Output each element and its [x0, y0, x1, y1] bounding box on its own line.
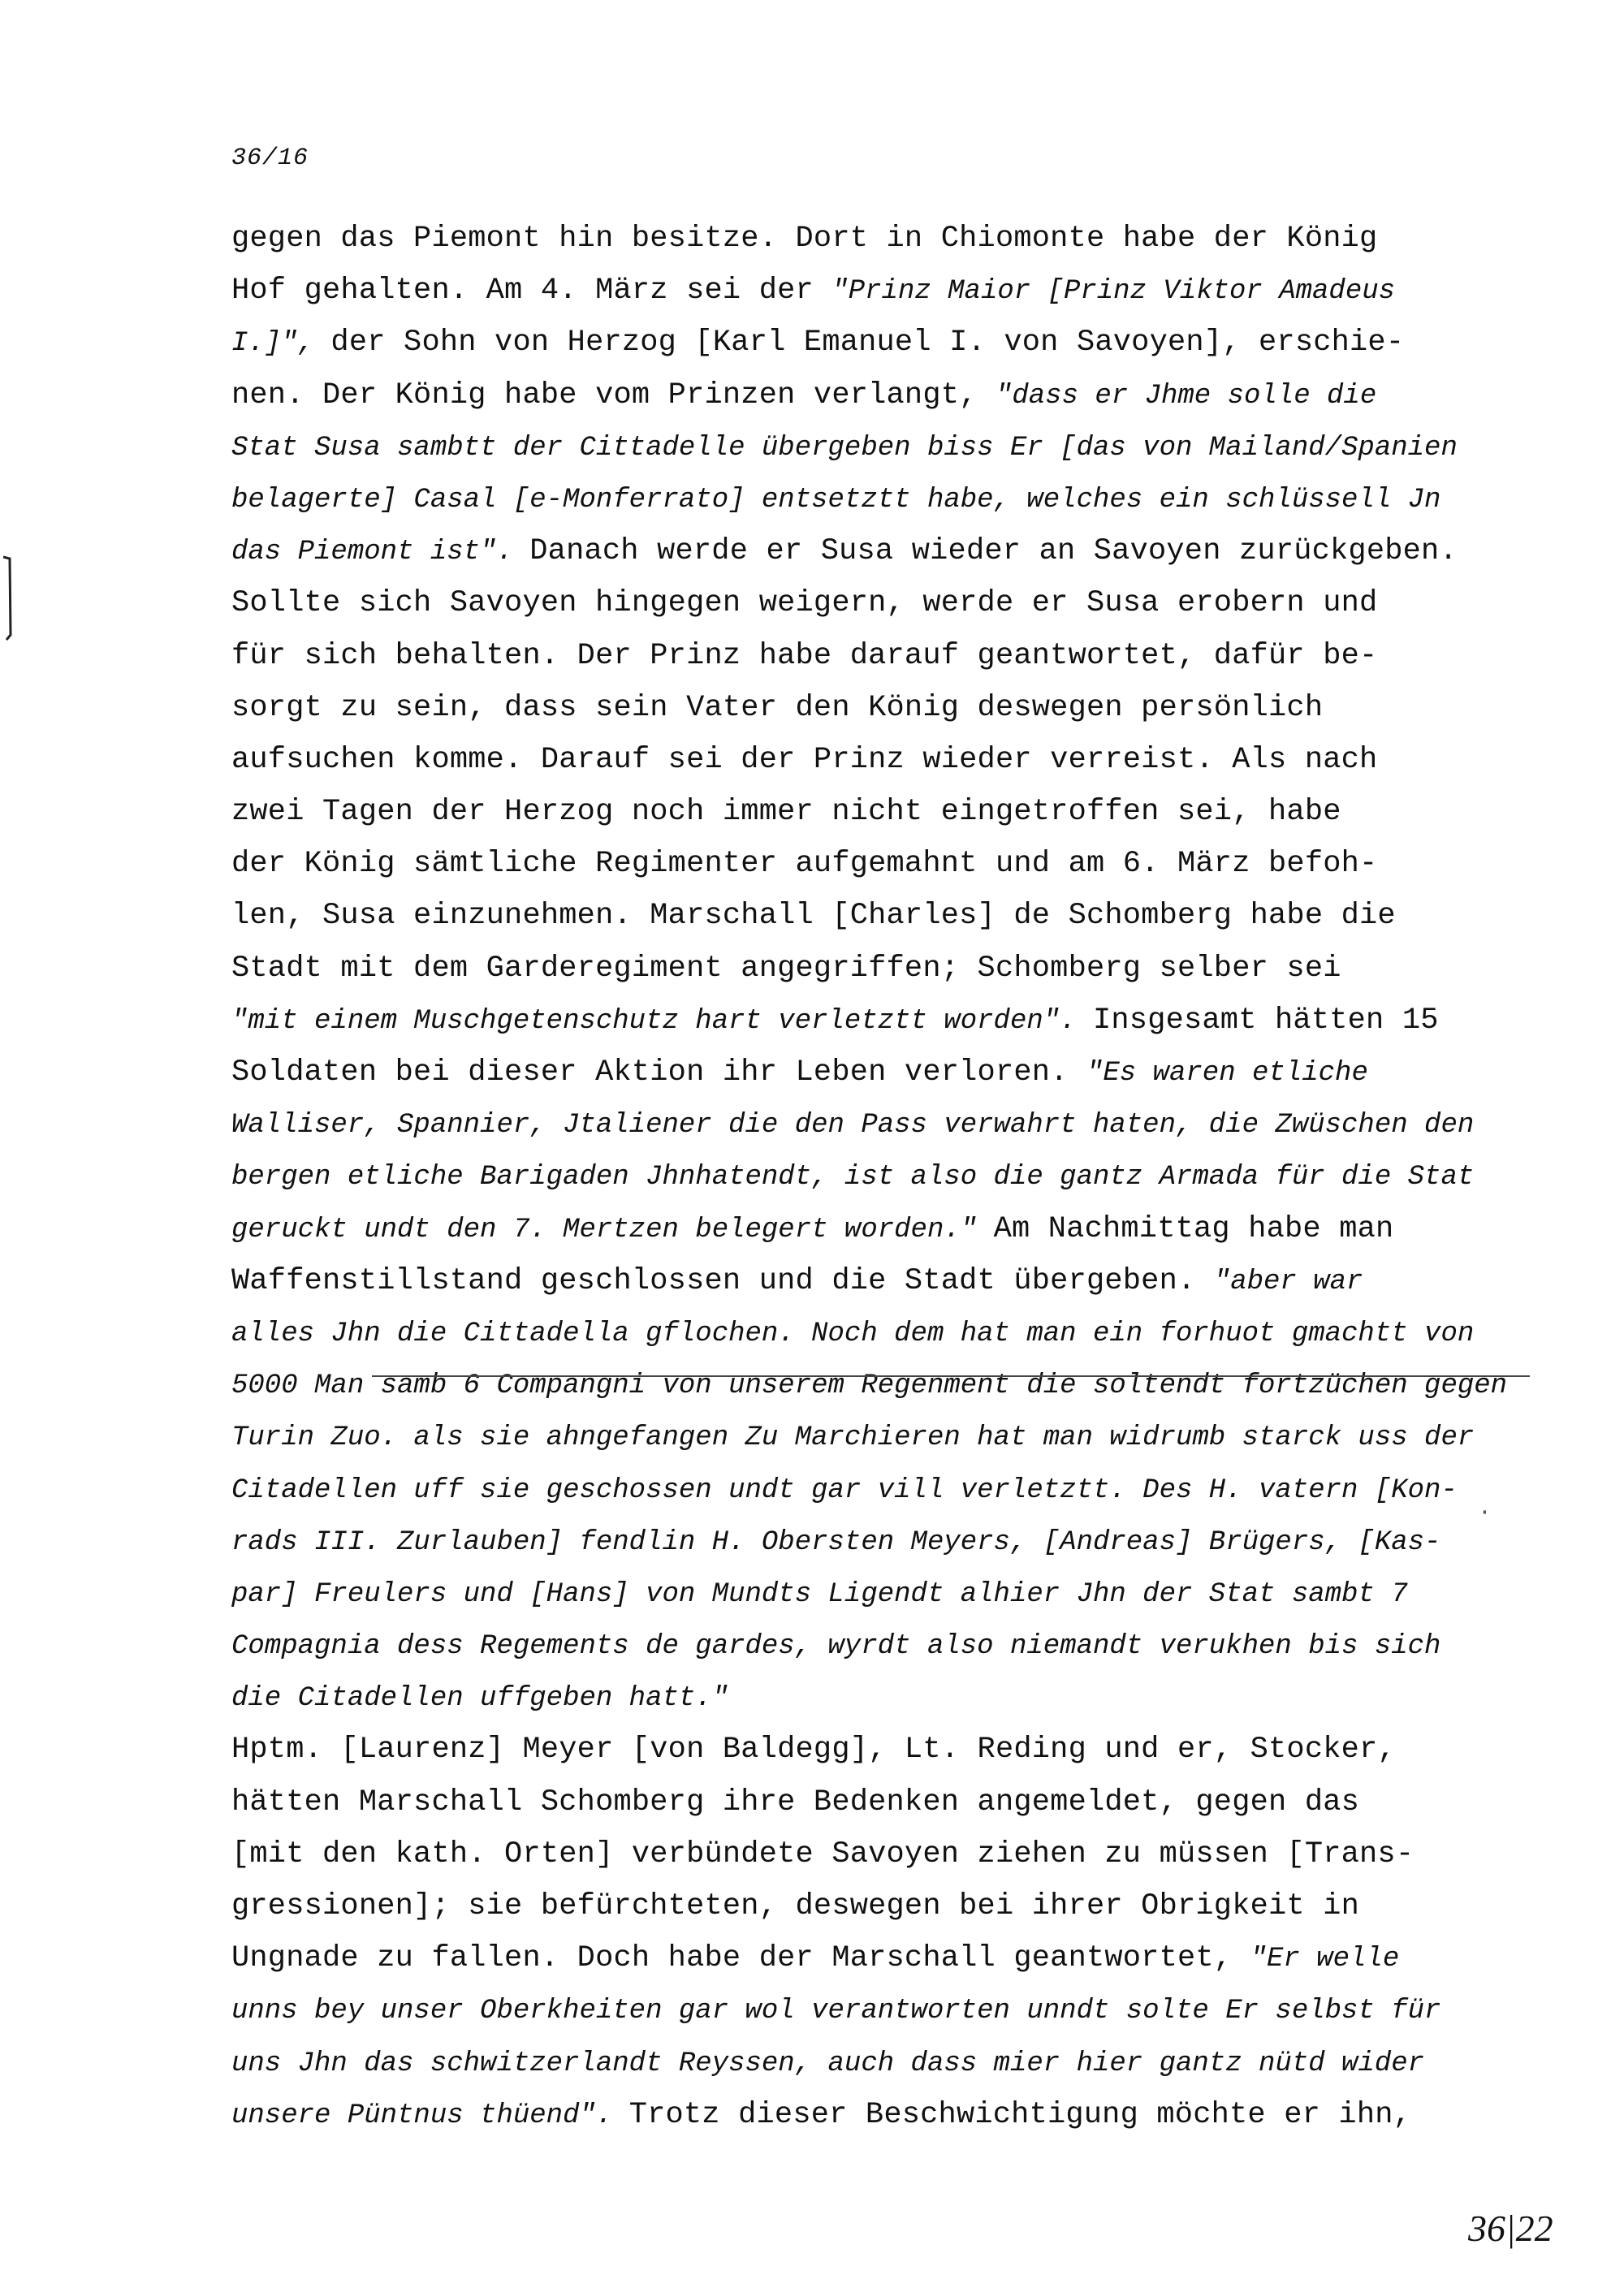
- quoted-source-text: belagerte] Casal [e-Monferrato] entsetztt habe, welches ein schlüssell Jn: [231, 484, 1441, 516]
- summary-text: Hof gehalten. Am 4. März sei der: [231, 274, 832, 309]
- text-line: [231, 786, 1563, 838]
- summary-text: Insgesamt hätten 15: [1092, 1003, 1439, 1038]
- text-line: [231, 734, 1563, 786]
- text-line: [231, 1098, 1563, 1150]
- text-line: [231, 1359, 1563, 1411]
- quoted-source-text: "dass er Jhme solle die: [995, 380, 1377, 412]
- summary-text: der König sämtliche Regimenter aufgemahnt und am 6. März befoh-: [231, 847, 1378, 882]
- quoted-source-text: uns Jhn das schwitzerlandt Reyssen, auch dass mier hier gantz nütd wider: [231, 2048, 1425, 2079]
- text-line: [231, 682, 1563, 734]
- quoted-source-text: par] Freulers und [Hans] von Mundts Ligendt alhier Jhn der Stat sambt 7: [231, 1578, 1408, 1610]
- text-line: [231, 1568, 1563, 1620]
- summary-text: Soldaten bei dieser Aktion ihr Leben verloren.: [231, 1055, 1086, 1090]
- quoted-source-text: geruckt undt den 7. Mertzen belegert worden.": [231, 1214, 994, 1245]
- summary-text: zwei Tagen der Herzog noch immer nicht eingetroffen sei, habe: [231, 795, 1341, 830]
- summary-text: der Sohn von Herzog [Karl Emanuel I. von Savoyen], erschie-: [330, 326, 1405, 360]
- quoted-source-text: I.]",: [231, 328, 331, 360]
- text-line: [231, 577, 1563, 629]
- summary-text: Trotz dieser Beschwichtigung möchte er ihn,: [628, 2097, 1412, 2132]
- summary-text: Danach werde er Susa wieder an Savoyen zurückgeben.: [529, 534, 1458, 569]
- text-line: [231, 1307, 1563, 1359]
- margin-tick-mark: ·: [1478, 1500, 1492, 1526]
- quoted-source-text: "Es waren etliche: [1086, 1058, 1368, 1089]
- quoted-source-text: Turin Zuo. als sie ahngefangen Zu Marchieren hat man widrumb starck uss der: [231, 1422, 1475, 1454]
- text-line: [231, 838, 1563, 890]
- text-line: [231, 1150, 1563, 1202]
- text-line: [231, 369, 1563, 421]
- summary-text: Hptm. [Laurenz] Meyer [von Baldegg], Lt. Reding und er, Stocker,: [231, 1733, 1396, 1768]
- text-line: [231, 213, 1563, 265]
- text-line: [231, 1255, 1563, 1307]
- quoted-source-text: "mit einem Muschgetenschutz hart verletztt worden".: [231, 1005, 1093, 1037]
- summary-text: Waffenstillstand geschlossen und die Stadt übergeben.: [231, 1263, 1214, 1298]
- summary-text: sorgt zu sein, dass sein Vater den König deswegen persönlich: [231, 690, 1324, 725]
- quoted-source-text: unns bey unser Oberkheiten gar wol verantworten unndt solte Er selbst für: [231, 1996, 1441, 2027]
- text-line: [231, 1620, 1563, 1672]
- text-line: [231, 630, 1563, 682]
- text-line: [231, 995, 1563, 1047]
- text-line: [231, 1672, 1563, 1724]
- quoted-source-text: rads III. Zurlauben] fendlin H. Obersten Meyers, [Andreas] Brügers, [Kas-: [231, 1526, 1441, 1558]
- quoted-source-text: Stat Susa sambtt der Cittadelle übergeben biss Er [das von Mailand/Spanien: [231, 432, 1458, 464]
- quoted-source-text: 5000 Man samb 6 Compangni von unserem Regenment die soltendt fortzüchen gegen: [231, 1370, 1508, 1402]
- text-line: [231, 421, 1563, 473]
- text-line: [231, 2037, 1563, 2089]
- text-line: [231, 1464, 1563, 1516]
- text-line: [231, 890, 1563, 942]
- quoted-source-text: die Citadellen uffgeben hatt.": [231, 1683, 729, 1715]
- handwritten-underline-mark: [372, 1375, 1530, 1377]
- text-line: [231, 1411, 1563, 1463]
- quoted-source-text: "aber war: [1213, 1266, 1363, 1297]
- page-number: 36|22: [1468, 2208, 1553, 2249]
- summary-text: Am Nachmittag habe man: [993, 1211, 1394, 1246]
- summary-text: gegen das Piemont hin besitze. Dort in Chiomonte habe der König: [231, 222, 1378, 256]
- summary-text: hätten Marschall Schomberg ihre Bedenken angemeldet, gegen das: [231, 1785, 1360, 1819]
- quoted-source-text: Compagnia dess Regements de gardes, wyrdt also niemandt verukhen bis sich: [231, 1631, 1441, 1663]
- quoted-source-text: Walliser, Spannier, Jtaliener die den Pass verwahrt haten, die Zwüschen den: [231, 1110, 1475, 1142]
- text-line: [231, 943, 1563, 995]
- text-line: [231, 1932, 1563, 1984]
- margin-bracket-mark: [0, 554, 16, 643]
- quoted-source-text: "Prinz Maior [Prinz Viktor Amadeus: [831, 276, 1396, 308]
- summary-text: Sollte sich Savoyen hingegen weigern, werde er Susa erobern und: [231, 586, 1378, 621]
- summary-text: Stadt mit dem Garderegiment angegriffen; Schomberg selber sei: [231, 951, 1341, 986]
- text-line: [231, 473, 1563, 525]
- quoted-source-text: alles Jhn die Cittadella gflochen. Noch dem hat man ein forhuot gmachtt von: [231, 1318, 1475, 1349]
- text-line: [231, 317, 1563, 369]
- page-reference: 36/16: [231, 145, 309, 172]
- summary-text: für sich behalten. Der Prinz habe darauf geantwortet, dafür be-: [231, 638, 1378, 673]
- summary-text: nen. Der König habe vom Prinzen verlangt,: [231, 378, 996, 412]
- text-line: [231, 1776, 1563, 1828]
- summary-text: gressionen]; sie befürchteten, deswegen bei ihrer Obrigkeit in: [231, 1889, 1360, 1923]
- text-line: [231, 1984, 1563, 2036]
- text-line: [231, 525, 1563, 577]
- quoted-source-text: Citadellen uff sie geschossen undt gar vill verletztt. Des H. vatern [Kon-: [231, 1474, 1458, 1506]
- text-line: [231, 1203, 1563, 1255]
- quoted-source-text: bergen etliche Barigaden Jhnhatendt, ist also die gantz Armada für die Stat: [231, 1162, 1475, 1193]
- summary-text: Ungnade zu fallen. Doch habe der Marschall geantwortet,: [231, 1941, 1250, 1976]
- text-line: [231, 1724, 1563, 1776]
- text-line: [231, 1047, 1563, 1098]
- quoted-source-text: das Piemont ist".: [231, 537, 530, 568]
- text-line: [231, 1516, 1563, 1568]
- summary-text: aufsuchen komme. Darauf sei der Prinz wieder verreist. Als nach: [231, 742, 1378, 777]
- text-line: [231, 2089, 1563, 2141]
- text-line: [231, 1828, 1563, 1880]
- quoted-source-text: "Er welle: [1250, 1944, 1400, 1975]
- body-text: [231, 213, 1563, 2141]
- summary-text: [mit den kath. Orten] verbündete Savoyen ziehen zu müssen [Trans-: [231, 1837, 1415, 1871]
- text-line: [231, 265, 1563, 317]
- quoted-source-text: unsere Püntnus thüend".: [231, 2100, 629, 2131]
- summary-text: len, Susa einzunehmen. Marschall [Charles] de Schomberg habe die: [231, 899, 1396, 934]
- text-line: [231, 1880, 1563, 1932]
